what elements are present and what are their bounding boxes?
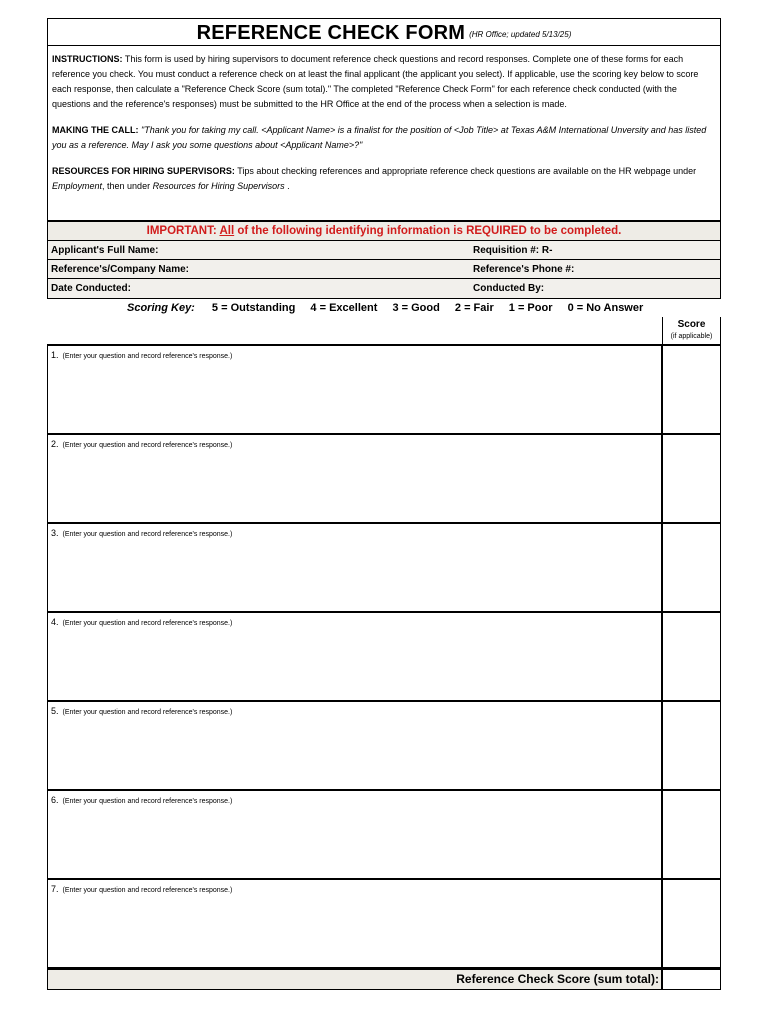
question-prompt: (Enter your question and record reference's response.) bbox=[62, 353, 233, 360]
resources-text-2: , then under bbox=[102, 181, 151, 191]
form-title: REFERENCE CHECK FORM bbox=[196, 22, 466, 44]
instructions-paragraph bbox=[52, 52, 716, 112]
important-suffix: of the following identifying information is REQUIRED to be completed. bbox=[237, 225, 622, 237]
question-row[interactable] bbox=[48, 880, 720, 969]
question-row[interactable] bbox=[48, 435, 720, 524]
score-cell[interactable] bbox=[661, 613, 720, 700]
resources-label: RESOURCES FOR HIRING SUPERVISORS: bbox=[52, 166, 235, 176]
question-number: 6. (Enter your question and record reference's response.) bbox=[51, 795, 233, 805]
reference-company-field[interactable]: Reference's/Company Name: bbox=[51, 264, 189, 275]
instructions-label: INSTRUCTIONS: bbox=[52, 54, 123, 64]
total-row bbox=[48, 969, 720, 989]
question-number: 4. (Enter your question and record reference's response.) bbox=[51, 617, 233, 627]
question-row[interactable] bbox=[48, 613, 720, 702]
scoring-key-item: 1 = Poor bbox=[508, 302, 553, 314]
question-row[interactable] bbox=[48, 524, 720, 613]
total-score-cell[interactable] bbox=[661, 970, 720, 989]
making-the-call-script: "Thank you for taking my call. <Applicant Name> is a finalist for the position of <Job Title> at Texas A&M International Unversity and has listed you as a reference. May I ask you some questions about <Applicant Name>?" bbox=[52, 125, 707, 150]
question-number: 2. (Enter your question and record reference's response.) bbox=[51, 439, 233, 449]
question-row[interactable] bbox=[48, 791, 720, 880]
scoring-key-label: Scoring Key: bbox=[127, 302, 195, 314]
resources-text-3: . bbox=[287, 181, 290, 191]
score-cell[interactable] bbox=[661, 524, 720, 611]
employment-link[interactable]: Employment bbox=[52, 181, 103, 191]
score-cell[interactable] bbox=[661, 791, 720, 878]
important-notice bbox=[48, 222, 720, 241]
resources-paragraph bbox=[52, 164, 716, 194]
score-cell[interactable] bbox=[661, 435, 720, 522]
score-header-band bbox=[47, 317, 721, 344]
requisition-field[interactable]: Requisition #: R- bbox=[473, 245, 553, 256]
question-prompt: (Enter your question and record reference's response.) bbox=[62, 531, 233, 538]
question-number: 7. (Enter your question and record reference's response.) bbox=[51, 884, 233, 894]
important-all: All bbox=[219, 225, 235, 237]
reference-phone-field[interactable]: Reference's Phone #: bbox=[473, 264, 575, 275]
scoring-key bbox=[47, 299, 721, 317]
question-row[interactable] bbox=[48, 702, 720, 791]
reference-row bbox=[48, 260, 720, 279]
form-updated-note: (HR Office; updated 5/13/25) bbox=[469, 30, 572, 39]
score-header-sublabel: (if applicable) bbox=[670, 333, 713, 340]
question-prompt: (Enter your question and record reference's response.) bbox=[62, 798, 233, 805]
score-cell[interactable] bbox=[661, 346, 720, 433]
scoring-key-item: 5 = Outstanding bbox=[211, 302, 296, 314]
scoring-key-item: 4 = Excellent bbox=[310, 302, 378, 314]
score-cell[interactable] bbox=[661, 880, 720, 967]
date-row bbox=[48, 279, 720, 298]
applicant-row bbox=[48, 241, 720, 260]
question-row[interactable] bbox=[48, 346, 720, 435]
resources-text: Tips about checking references and appropriate reference check questions are available on the HR webpage under bbox=[237, 166, 697, 176]
question-prompt: (Enter your question and record reference's response.) bbox=[62, 709, 233, 716]
resources-for-hiring-supervisors-link[interactable]: Resources for Hiring Supervisors bbox=[152, 181, 285, 191]
score-cell[interactable] bbox=[661, 702, 720, 789]
total-label: Reference Check Score (sum total): bbox=[456, 972, 659, 986]
question-number: 1. (Enter your question and record reference's response.) bbox=[51, 350, 233, 360]
scoring-key-item: 3 = Good bbox=[392, 302, 440, 314]
identifying-information bbox=[47, 220, 721, 299]
instructions-text: This form is used by hiring supervisors to document reference check questions and record responses. Complete one of these forms for each reference you check. You must conduct a reference check on at least the final applicant (the applicant you select). If applicable, use the scoring key below to score each response, then calculate a "Reference Check Score (sum total)." The completed "Reference Check Form" for each reference check conducted (with the questions and the reference's responses) must be submitted to the HR Office at the end of the process when a selection is made. bbox=[52, 54, 699, 109]
instructions-section bbox=[47, 46, 721, 220]
question-prompt: (Enter your question and record reference's response.) bbox=[62, 887, 233, 894]
applicant-name-field[interactable]: Applicant's Full Name: bbox=[51, 245, 159, 256]
score-header-label: Score bbox=[677, 319, 706, 330]
important-prefix: IMPORTANT: bbox=[146, 225, 217, 237]
question-number: 5. (Enter your question and record reference's response.) bbox=[51, 706, 233, 716]
question-prompt: (Enter your question and record reference's response.) bbox=[62, 442, 233, 449]
question-number: 3. (Enter your question and record reference's response.) bbox=[51, 528, 233, 538]
score-column-header bbox=[662, 317, 721, 344]
conducted-by-field[interactable]: Conducted By: bbox=[473, 283, 545, 294]
making-the-call-label: MAKING THE CALL: bbox=[52, 125, 139, 135]
making-the-call-paragraph bbox=[52, 123, 716, 153]
questions-table bbox=[47, 344, 721, 990]
scoring-key-item: 2 = Fair bbox=[454, 302, 494, 314]
question-prompt: (Enter your question and record reference's response.) bbox=[62, 620, 233, 627]
reference-check-form bbox=[47, 18, 721, 990]
date-conducted-field[interactable]: Date Conducted: bbox=[51, 283, 131, 294]
form-header bbox=[47, 18, 721, 46]
scoring-key-item: 0 = No Answer bbox=[567, 302, 644, 314]
